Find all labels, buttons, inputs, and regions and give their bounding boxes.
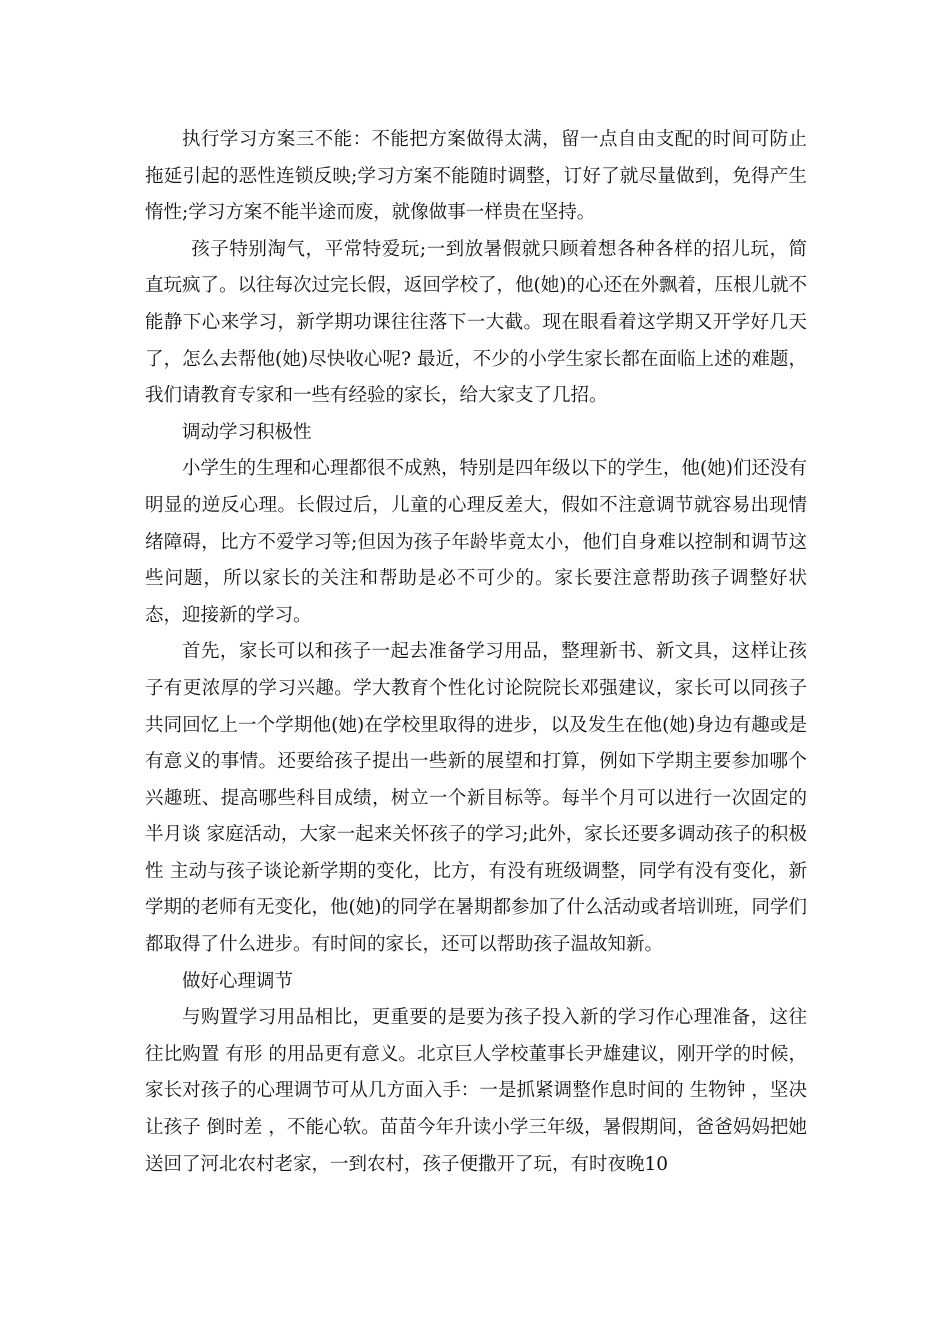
- section-heading-motivation: 调动学习积极性: [182, 421, 312, 443]
- paragraph-first-steps: 首先，家长可以和孩子一起去准备学习用品，整理新书、新文具，这样让孩子有更浓厚的学习兴趣。学大教育个性化讨论院院长邓强建议，家长可以同孩子共同回忆上一个学期他(她)在学校里取得的进步，以及发生在他(她)身边有趣或是有意义的事情。还要给孩子提出一些新的展望和打算，例如下学期主要参加哪个兴趣班、提高哪些科目成绩，树立一个新目标等。每半个月可以进行一次固定的 半月谈 家庭活动，大家一起来关怀孩子的学习;此外，家长还要多调动孩子的积极性 主动与孩子谈论新学期的变化，比方，有没有班级调整，同学有没有变化，新学期的老师有无变化，他(她)的同学在暑期都参加了什么活动或者培训班，同学们都取得了什么进步。有时间的家长，还可以帮助孩子温故知新。: [145, 641, 807, 956]
- paragraph-mental-preparation: 与购置学习用品相比，更重要的是要为孩子投入新的学习作心理准备，这往往比购置 有形 的用品更有意义。北京巨人学校董事长尹雄建议，刚开学的时候，家长对孩子的心理调节可从几方面入手：一是抓紧调整作息时间的 生物钟 ，坚决让孩子 倒时差 ，不能心软。苗苗今年升读小学三年级，暑假期间，爸爸妈妈把她送回了河北农村老家，一到农村，孩子便撒开了玩，有时夜晚10: [145, 1007, 807, 1175]
- paragraph-study-plan: 执行学习方案三不能：不能把方案做得太满，留一点自由支配的时间可防止拖延引起的恶性连锁反映;学习方案不能随时调整，订好了就尽量做到，免得产生惰性;学习方案不能半途而废，就像做事一样贵在坚持。: [145, 129, 807, 224]
- document-page: [145, 122, 807, 1183]
- paragraph-psychology: 小学生的生理和心理都很不成熟，特别是四年级以下的学生，他(她)们还没有明显的逆反心理。长假过后，儿童的心理反差大，假如不注意调节就容易出现情绪障碍，比方不爱学习等;但因为孩子年龄毕竟太小，他们自身难以控制和调节这些问题，所以家长的关注和帮助是必不可少的。家长要注意帮助孩子调整好状态，迎接新的学习。: [145, 458, 807, 626]
- paragraph-playful-child: 孩子特别淘气，平常特爱玩;一到放暑假就只顾着想各种各样的招儿玩，简直玩疯了。以往每次过完长假，返回学校了，他(她)的心还在外飘着，压根儿就不能静下心来学习，新学期功课往往落下一大截。现在眼看着这学期又开学好几天了，怎么去帮他(她)尽快收心呢? 最近，不少的小学生家长都在面临上述的难题，我们请教育专家和一些有经验的家长，给大家支了几招。: [145, 238, 807, 407]
- section-heading-mental-adjustment: 做好心理调节: [182, 970, 294, 992]
